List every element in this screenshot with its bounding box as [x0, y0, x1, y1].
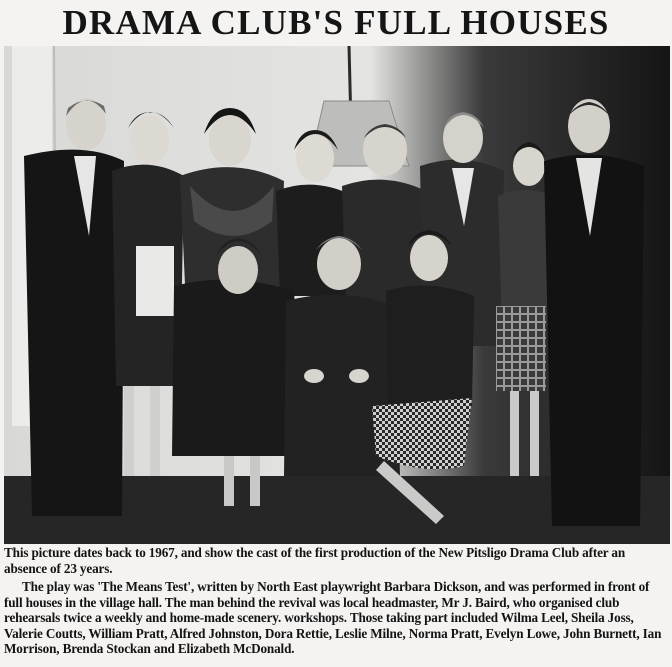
caption-lead: This picture dates back to 1967, and show the cast of the first production of the New Pitsligo Drama Club after an absence of 23 years.: [4, 545, 626, 576]
caption-body: The play was 'The Means Test', written by North East playwright Barbara Dickson, and was performed in front of full houses in the village hall. The man behind the revival was local headmaster, Mr J. Baird, who organised club rehearsals twice a weekly and home-made scenery. workshops. Those taking part included Wilma Leel, Sheila Joss, Valerie Coutts, William Pratt, Alfred Johnston, Dora Rettie, Leslie Milne, Norma Pratt, Evelyn Lowe, John Burnett, Ian Morrison, Brenda Stockan and Elizabeth McDonald.: [4, 579, 662, 656]
headline: DRAMA CLUB'S FULL HOUSES: [62, 3, 610, 42]
photo-caption: [4, 545, 668, 657]
group-photograph: [4, 46, 670, 544]
